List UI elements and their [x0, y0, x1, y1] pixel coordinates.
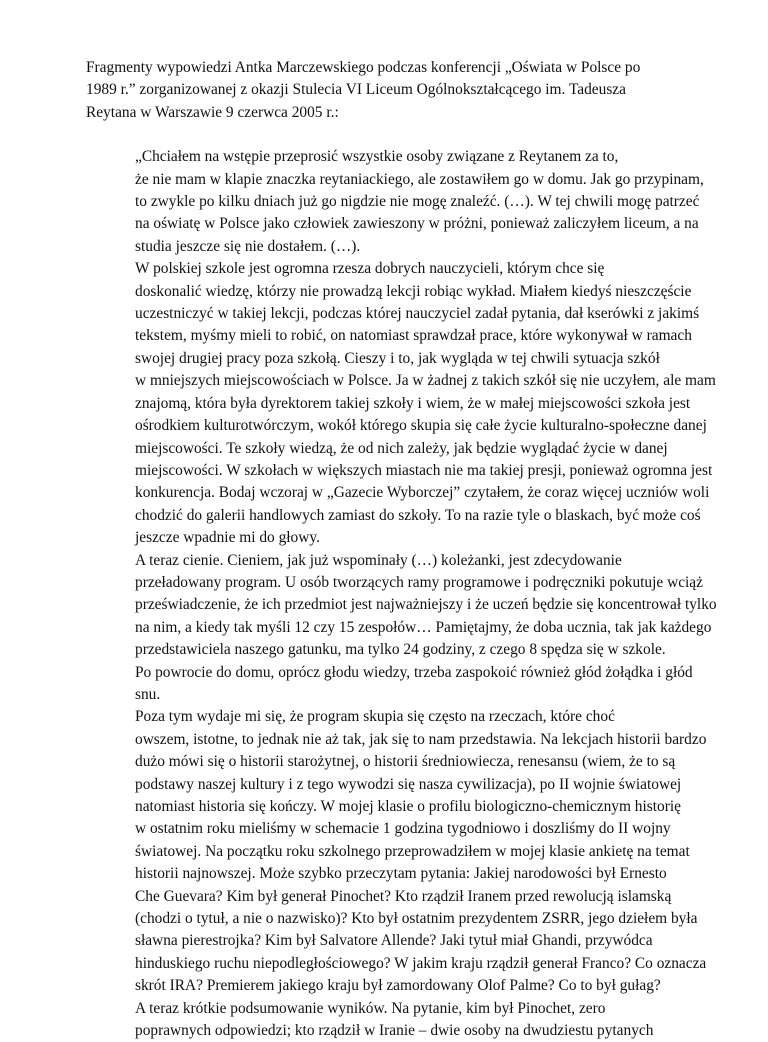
text-line: ośrodkiem kulturotwórczym, wokół którego skupia się całe życie kulturalno-społeczne danej [135, 417, 707, 435]
paragraph-history-lessons [86, 706, 707, 997]
text-line: doskonalić wiedzę, którzy nie prowadzą lekcji robiąc wykład. Miałem kiedyś nieszczęście [135, 282, 692, 300]
text-line: w ostatnim roku mieliśmy w schemacie 1 godzina tygodniowo i doszliśmy do II wojny [135, 820, 671, 838]
paragraph-overloaded-program [86, 550, 717, 707]
text-line: w mniejszych miejscowościach w Polsce. Ja w żadnej z takich szkół się nie uczyłem, ale mam [135, 372, 716, 390]
text-line: studia jeszcze się nie dostałem. (…). [135, 237, 361, 255]
text-line: (chodzi o tytuł, a nie o nazwisko)? Kto był ostatnim prezydentem ZSRR, jego dziełem była [135, 910, 698, 928]
text-line: owszem, istotne, to jednak nie aż tak, jak się to nam przedstawia. Na lekcjach historii bardzo [135, 730, 707, 748]
text-line: przeładowany program. U osób tworzących ramy programowe i podręczniki pokutuje wciąż [135, 573, 703, 591]
text-line: światowej. Na początku roku szkolnego przeprowadziłem w mojej klasie ankietę na temat [135, 842, 690, 860]
text-line: historii najnowszej. Może szybko przeczytam pytania: Jakiej narodowości był Ernesto [135, 865, 667, 883]
document-intro [86, 57, 686, 124]
text-line: uczestniczyć w takiej lekcji, podczas której nauczyciel zadał pytania, dał kserówki z jakimś [135, 305, 700, 323]
text-line: podstawy naszej kultury i z tego wywodzi się nasza cywilizacja), po II wojnie światowej [135, 775, 682, 793]
text-line: miejscowości. W szkołach w większych miastach nie ma takiej presji, ponieważ ogromna jest [135, 461, 713, 479]
text-line: sławna pierestrojka? Kim był Salvatore Allende? Jaki tytuł miał Ghandi, przywódca [135, 932, 653, 950]
text-line: jeszcze wpadnie mi do głowy. [135, 529, 320, 547]
document-page [86, 57, 717, 1042]
text-line: przeświadczenie, że ich przedmiot jest najważniejszy i że uczeń będzie się koncentrował tylko [135, 596, 717, 614]
text-line: A teraz krótkie podsumowanie wyników. Na pytanie, kim był Pinochet, zero [135, 999, 606, 1017]
paragraph-good-teachers [86, 258, 716, 549]
text-line: na oświatę w Polsce jako człowiek zawieszony w próżni, ponieważ zaliczyłem liceum, a na [135, 215, 699, 233]
text-line: skrót IRA? Premierem jakiego kraju był zamordowany Olof Palme? Co to był gułag? [135, 977, 661, 995]
text-line: chodzić do galerii handlowych zamiast do szkoły. To na razie tyle o blaskach, być może coś [135, 506, 701, 524]
text-line: że nie mam w klapie znaczka reytaniackiego, ale zostawiłem go w domu. Jak go przypinam, [135, 170, 704, 188]
text-line: miejscowości. Te szkoły wiedzą, że od nich zależy, jak będzie wyglądać życie w danej [135, 439, 668, 457]
text-line: Che Guevara? Kim był generał Pinochet? Kto rządził Iranem przed rewolucją islamską [135, 887, 672, 905]
text-line: W polskiej szkole jest ogromna rzesza dobrych nauczycieli, którym chce się [135, 260, 605, 278]
text-line: „Chciałem na wstępie przeprosić wszystkie osoby związane z Reytanem za to, [135, 148, 619, 166]
text-line: konkurencja. Bodaj wczoraj w „Gazecie Wyborczej” czytałem, że coraz więcej uczniów woli [135, 484, 710, 502]
text-line: A teraz cienie. Cieniem, jak już wspominały (…) koleżanki, jest zdecydowanie [135, 551, 622, 569]
text-line: Reytana w Warszawie 9 czerwca 2005 r.: [86, 103, 339, 121]
text-line: to zwykle po kilku dniach już go nigdzie nie mogę znaleźć. (…). W tej chwili mogę patrzeć [135, 193, 700, 211]
text-line: 1989 r.” zorganizowanej z okazji Stulecia VI Liceum Ogólnokształcącego im. Tadeusza [86, 81, 626, 99]
text-line: tekstem, myśmy mieli to robić, on natomiast sprawdzał prace, które wykonywał w ramach [135, 327, 692, 345]
text-line: przedstawiciela naszego gatunku, ma tylko 24 godziny, z czego 8 spędza się w szkole. [135, 641, 666, 659]
text-line: Fragmenty wypowiedzi Antka Marczewskiego podczas konferencji „Oświata w Polsce po [86, 59, 641, 76]
text-line: Poza tym wydaje mi się, że program skupia się często na rzeczach, które choć [135, 708, 615, 726]
text-line: dużo mówi się o historii starożytnej, o historii średniowiecza, renesansu (wiem, że to są [135, 753, 676, 771]
text-line: na nim, a kiedy tak myśli 12 czy 15 zespołów… Pamiętajmy, że doba ucznia, tak jak każdego [135, 618, 712, 636]
text-line: znajomą, która była dyrektorem takiej szkoły i wiem, że w małej miejscowości szkoła jest [135, 394, 691, 412]
text-line: poprawnych odpowiedzi; kto rządził w Iranie – dwie osoby na dwudziestu pytanych [135, 1022, 654, 1040]
text-line: hinduskiego ruchu niepodległościowego? W jakim kraju rządził generał Franco? Co oznacza [135, 954, 707, 972]
text-line: swojej drugiej pracy poza szkołą. Cieszy i to, jak wygląda w tej chwili sytuacja szkół [135, 349, 660, 367]
text-line: natomiast historia się kończy. W mojej klasie o profilu biologiczno-chemicznym historię [135, 798, 681, 815]
paragraph-apology [86, 146, 704, 258]
text-line: Po powrocie do domu, oprócz głodu wiedzy, trzeba zaspokoić również głód żołądka i głód [135, 663, 693, 681]
paragraph-survey-results [86, 998, 686, 1042]
text-line: snu. [135, 685, 161, 703]
